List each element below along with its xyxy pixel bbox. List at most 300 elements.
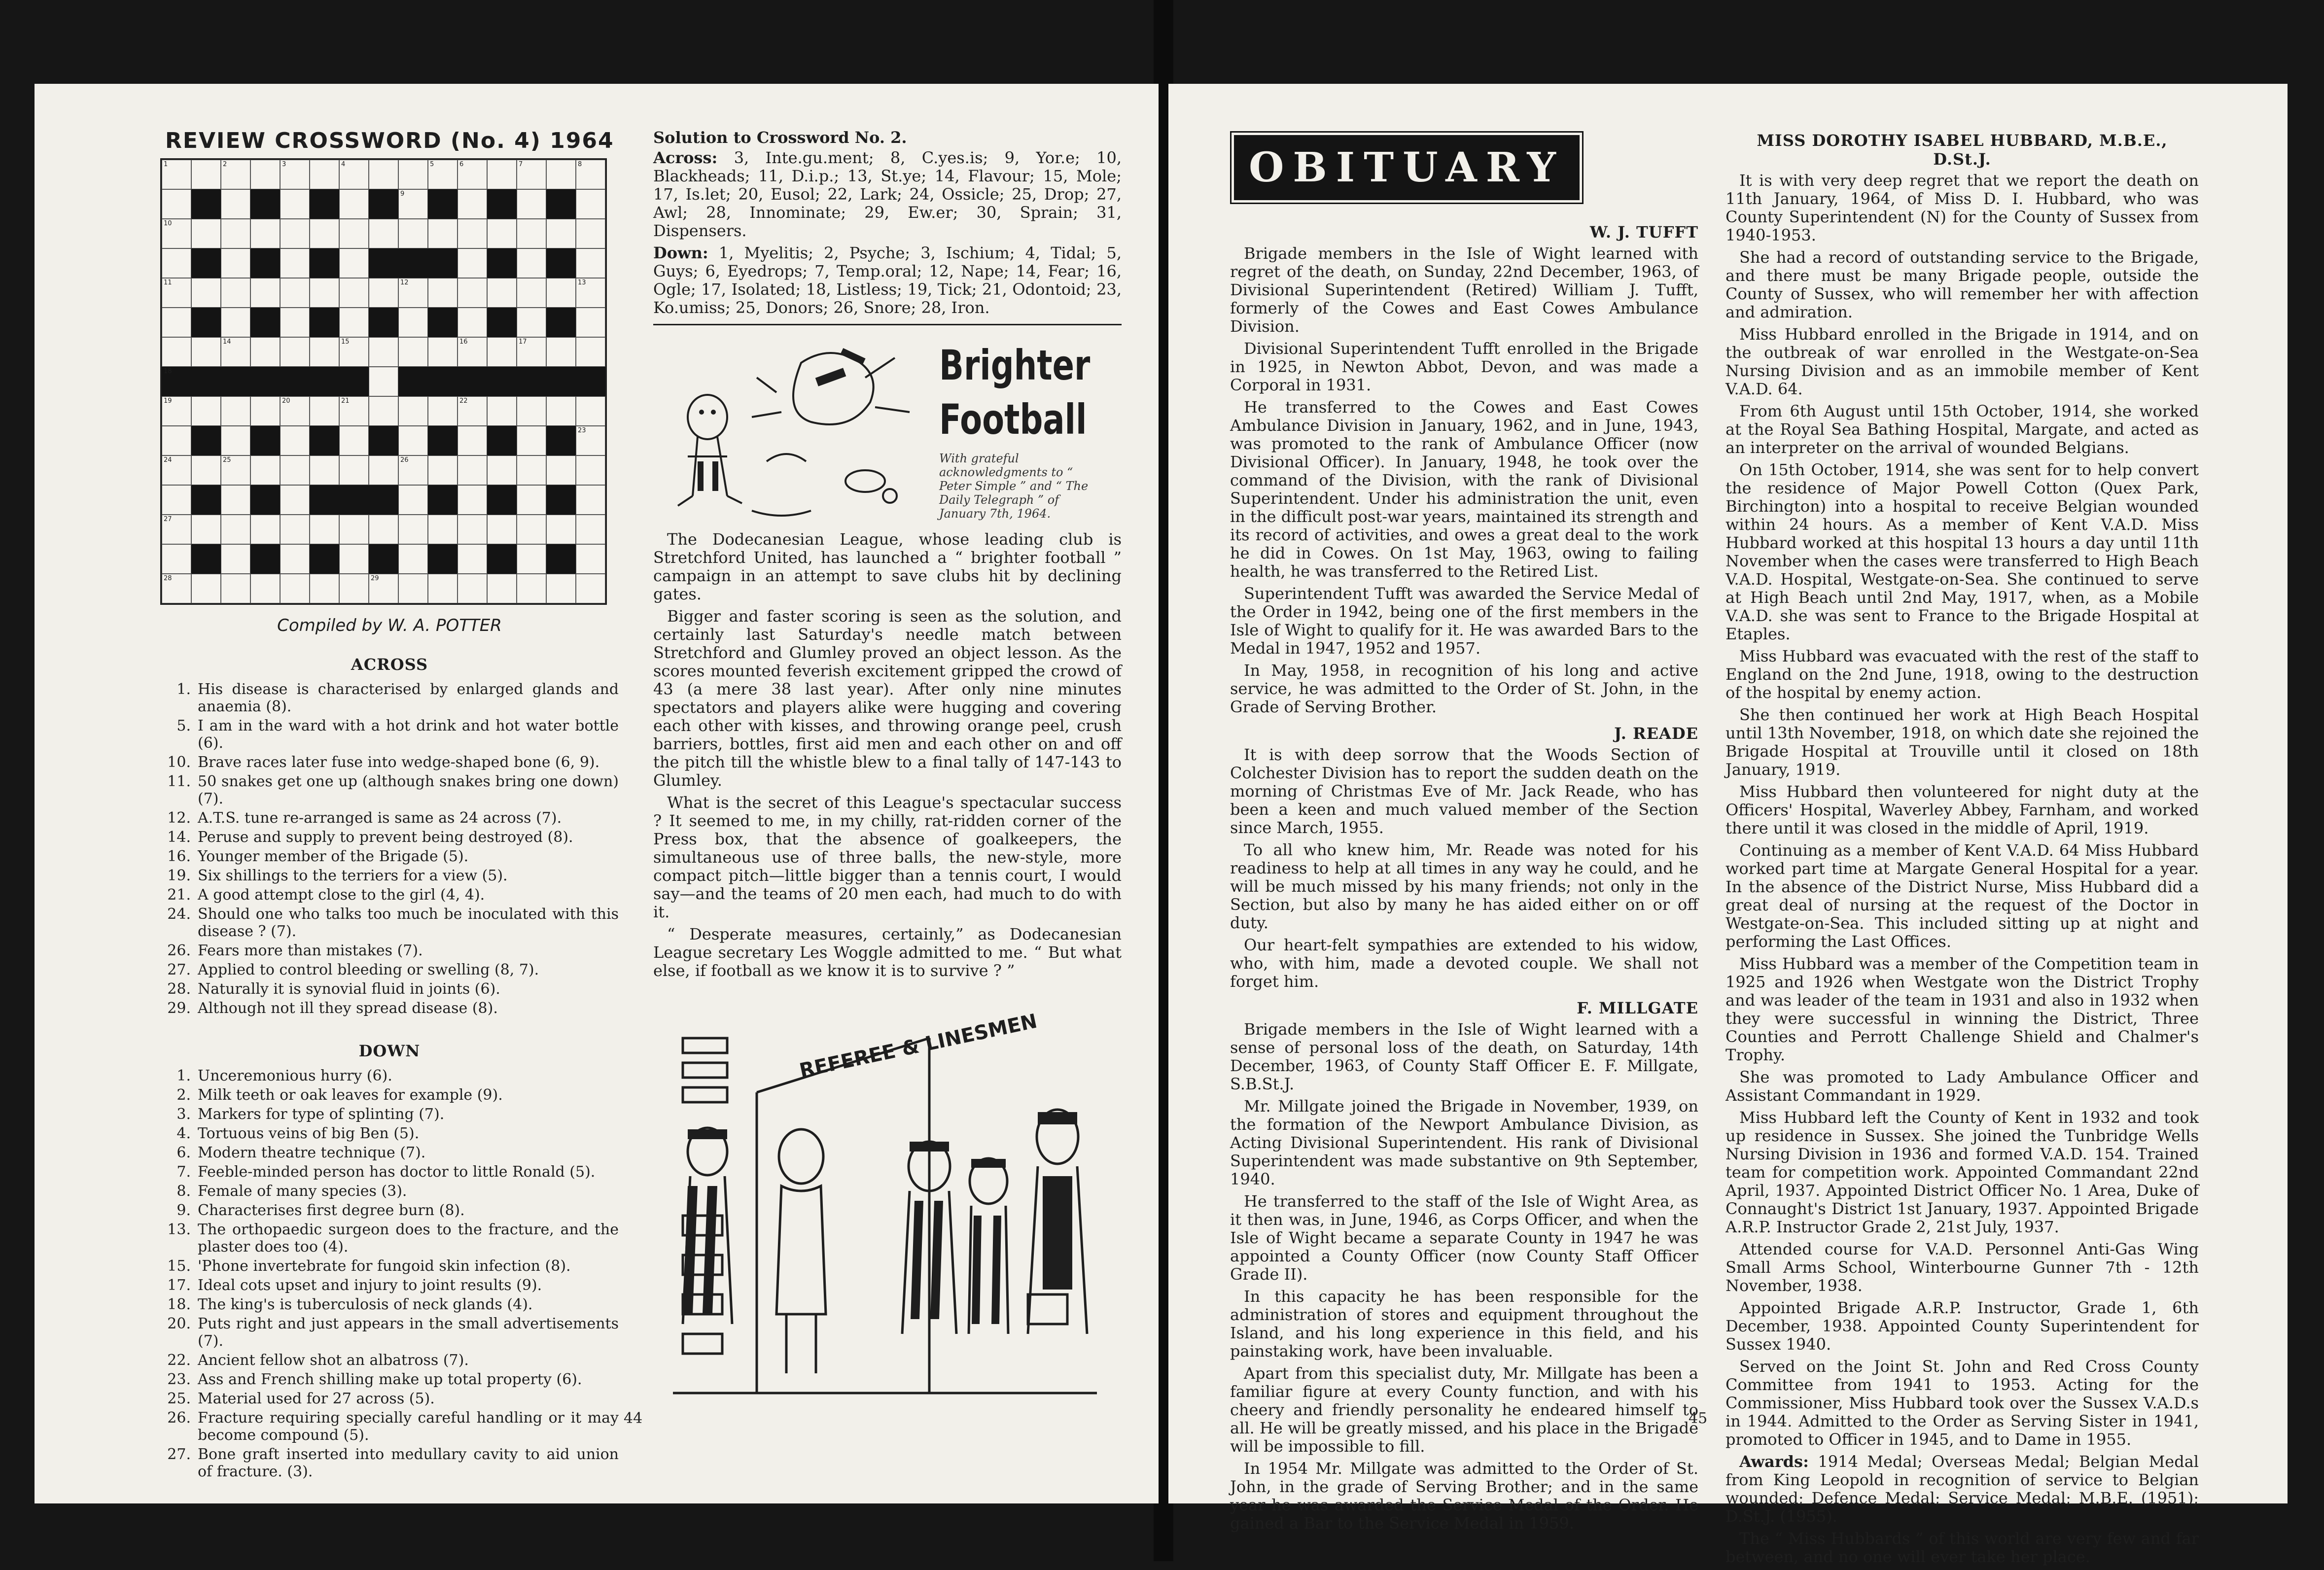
- crossword-cell: [191, 396, 221, 426]
- crossword-black-cell: [487, 308, 517, 337]
- crossword-cell: [398, 278, 428, 308]
- crossword-cell: [339, 515, 369, 544]
- awards-label: Awards:: [1739, 1452, 1809, 1471]
- crossword-cell: [162, 455, 191, 485]
- crossword-cell: [546, 455, 576, 485]
- down-clue: [160, 1067, 619, 1084]
- crossword-cell: [191, 455, 221, 485]
- crossword-black-cell: [280, 367, 310, 396]
- crossword-black-cell: [487, 485, 517, 515]
- clue-number: 20.: [167, 1315, 191, 1332]
- obituary-paragraph: Miss Hubbard was a member of the Competition team in 1925 and 1926 when Westgate won the District Trophy and was leader of the team in 1931 and also in 1932 when they were successful in winning the District, Three Counties and Perrott Challenge Shield and Chalmer's Trophy.: [1725, 954, 2199, 1064]
- clue-number: 27.: [167, 1446, 191, 1463]
- crossword-cell: [576, 515, 605, 544]
- crossword-cell: [576, 544, 605, 574]
- crossword-cell: [369, 455, 398, 485]
- left-page: [35, 84, 1159, 1503]
- crossword-cell: [428, 396, 458, 426]
- clue-text: 'Phone invertebrate for fungoid skin infection (8).: [198, 1257, 571, 1275]
- clue-number: 29.: [167, 1000, 191, 1017]
- clue-text: Brave races later fuse into wedge-shaped bone (6, 9).: [198, 754, 600, 771]
- down-clue: [160, 1315, 619, 1350]
- clue-number: 23.: [167, 1371, 191, 1388]
- down-clue: [160, 1390, 619, 1407]
- crossword-cell: [576, 308, 605, 337]
- crossword-cell-number: 8: [578, 161, 582, 168]
- football-cartoon-illustration: [653, 333, 929, 530]
- clue-text: Tortuous veins of big Ben (5).: [198, 1125, 420, 1142]
- across-clue: [160, 829, 619, 846]
- crossword-cell: [487, 337, 517, 367]
- crossword-cell: [576, 426, 605, 455]
- obituary-paragraph: It is with deep sorrow that the Woods Section of Colchester Division has to report the sudden death on the morning of Christmas Eve of Mr. Jack Reade, who has been a keen and much valued member of the Section since March, 1955.: [1230, 745, 1698, 837]
- solution-across-text: 3, Inte.gu.ment; 8, C.yes.is; 9, Yor.e; 10, Blackheads; 11, D.i.p.; 13, St.ye; 14, Flavour; 15, Mole; 17, Is.let; 20, Eusol; 22, Lark; 24, Ossicle; 25, Drop; 27, Awl; 28, Innominate; 29, Ew.er; 30, Sprain; 31, Dispensers.: [653, 148, 1122, 240]
- crossword-cell: [162, 248, 191, 278]
- crossword-cell: [487, 455, 517, 485]
- clue-text: Applied to control bleeding or swelling (8, 7).: [198, 961, 539, 978]
- clue-text: Markers for type of splinting (7).: [198, 1106, 445, 1123]
- obituary-paragraph: Our heart-felt sympathies are extended to his widow, who, with him, made a devoted couple. We shall not forget him.: [1230, 936, 1698, 991]
- crossword-cell: [221, 278, 250, 308]
- crossword-cell: [221, 308, 250, 337]
- crossword-black-cell: [339, 367, 369, 396]
- crossword-black-cell: [250, 544, 280, 574]
- crossword-cell-number: 25: [223, 456, 231, 464]
- clue-number: 5.: [176, 717, 191, 734]
- crossword-black-cell: [487, 426, 517, 455]
- crossword-cell: [398, 485, 428, 515]
- crossword-black-cell: [428, 189, 458, 219]
- brighter-football-article: [653, 530, 1122, 980]
- across-clue: [160, 754, 619, 771]
- obituary-paragraph: Miss Hubbard then volunteered for night duty at the Officers' Hospital, Waverley Abbey, Farnham, and worked there until it was closed in the middle of April, 1919.: [1725, 782, 2199, 837]
- crossword-black-cell: [191, 485, 221, 515]
- awards-text: 1914 Medal; Overseas Medal; Belgian Medal from King Leopold in recognition of service to Belgian wounded; Defence Medal; Service Medal; M.B.E. (1951); D.St.J. (1955).: [1725, 1452, 2199, 1526]
- down-clue: [160, 1257, 619, 1275]
- crossword-compiler: Compiled by W. A. POTTER: [277, 616, 502, 635]
- crossword-cell: [221, 574, 250, 603]
- solution-down: [653, 244, 1122, 317]
- across-clue: [160, 961, 619, 978]
- crossword-column: [160, 128, 619, 1482]
- crossword-cell-number: 16: [459, 338, 468, 346]
- obituary-paragraph: To all who knew him, Mr. Reade was noted for his readiness to help at all times in any way he could, and he will be much missed by his many friends; not only in the Section, but also by many he has aided either on or off duty.: [1230, 840, 1698, 932]
- crossword-cell: [546, 278, 576, 308]
- crossword-cell-number: 9: [400, 190, 405, 198]
- clue-text: Characterises first degree burn (8).: [198, 1202, 465, 1219]
- clue-number: 25.: [167, 1390, 191, 1407]
- crossword-cell: [191, 160, 221, 189]
- crossword-black-cell: [546, 189, 576, 219]
- crossword-black-cell: [191, 248, 221, 278]
- obituary-paragraph: Attended course for V.A.D. Personnel Anti-Gas Wing Small Arms School, Winterbourne Gunner 7th - 12th November, 1938.: [1725, 1240, 2199, 1295]
- crossword-cell: [546, 160, 576, 189]
- clue-number: 3.: [176, 1106, 191, 1123]
- crossword-cell: [369, 337, 398, 367]
- crossword-cell: [339, 426, 369, 455]
- crossword-black-cell: [191, 544, 221, 574]
- crossword-cell: [280, 248, 310, 278]
- crossword-cell: [221, 485, 250, 515]
- obituary-paragraph: From 6th August until 15th October, 1914, she worked at the Royal Sea Bathing Hospital, Margate, and acted as an interpreter on the arrival of wounded Belgians.: [1725, 402, 2199, 457]
- crossword-black-cell: [517, 367, 546, 396]
- crossword-black-cell: [487, 367, 517, 396]
- crossword-black-cell: [162, 367, 191, 396]
- crossword-cell: [221, 455, 250, 485]
- title-line-football: Football: [939, 395, 1087, 444]
- crossword-cell: [280, 308, 310, 337]
- crossword-black-cell: [191, 308, 221, 337]
- crossword-cell-number: 6: [459, 161, 464, 168]
- clue-number: 24.: [167, 906, 191, 923]
- clue-text: Milk teeth or oak leaves for example (9).: [198, 1086, 503, 1104]
- crossword-cell: [250, 396, 280, 426]
- clue-text: Fracture requiring specially careful handling or it may become compound (5).: [198, 1409, 619, 1444]
- solution-title: Solution to Crossword No. 2.: [653, 128, 907, 147]
- crossword-cell-number: 18: [164, 368, 172, 375]
- clue-number: 10.: [167, 754, 191, 771]
- crossword-cell: [398, 308, 428, 337]
- crossword-black-cell: [487, 248, 517, 278]
- crossword-cell: [369, 367, 398, 396]
- crossword-cell: [576, 574, 605, 603]
- crossword-cell: [280, 189, 310, 219]
- crossword-cell: [280, 544, 310, 574]
- article-paragraph: “ Desperate measures, certainly,” as Dodecanesian League secretary Les Woggle admitted to me. “ But what else, if football as we know it is to survive ? ”: [653, 925, 1122, 980]
- crossword-cell: [310, 219, 339, 248]
- down-clue: [160, 1106, 619, 1123]
- crossword-cell: [221, 248, 250, 278]
- crossword-cell: [576, 455, 605, 485]
- clue-number: 1.: [176, 681, 191, 698]
- crossword-cell: [162, 396, 191, 426]
- solution-across-label: Across:: [653, 148, 718, 167]
- crossword-black-cell: [428, 367, 458, 396]
- across-clue: [160, 717, 619, 752]
- crossword-black-cell: [310, 248, 339, 278]
- obituary-paragraph: He transferred to the staff of the Isle of Wight Area, as it then was, in June, 1946, as Corps Officer, and when the Isle of Wight became a separate County in 1947 he was appointed a County Officer (now County Staff Officer Grade II).: [1230, 1192, 1698, 1284]
- crossword-cell: [487, 574, 517, 603]
- crossword-cell-number: 7: [519, 161, 523, 168]
- crossword-cell-number: 12: [400, 279, 409, 286]
- crossword-cell: [162, 515, 191, 544]
- tufft-obituary: [1230, 244, 1698, 716]
- crossword-black-cell: [369, 544, 398, 574]
- obituary-paragraph: Miss Hubbard enrolled in the Brigade in 1914, and on the outbreak of war enrolled in the Westgate-on-Sea Nursing Division and as an immobile member of Kent V.A.D. 64.: [1725, 325, 2199, 398]
- crossword-black-cell: [428, 544, 458, 574]
- across-clue: [160, 773, 619, 807]
- crossword-grid: [160, 158, 607, 605]
- crossword-cell: [339, 308, 369, 337]
- crossword-cell: [369, 160, 398, 189]
- crossword-black-cell: [310, 426, 339, 455]
- crossword-cell: [250, 455, 280, 485]
- crossword-cell: [576, 337, 605, 367]
- crossword-cell: [458, 308, 487, 337]
- across-clue: [160, 867, 619, 884]
- down-clue: [160, 1183, 619, 1200]
- clue-text: Bone graft inserted into medullary cavity to aid union of fracture. (3).: [198, 1446, 619, 1480]
- crossword-cell: [162, 219, 191, 248]
- down-clue: [160, 1352, 619, 1369]
- crossword-cell: [458, 396, 487, 426]
- crossword-cell: [458, 485, 487, 515]
- obituary-column-left: [1230, 128, 1698, 1536]
- crossword-cell: [162, 485, 191, 515]
- article-paragraph: Bigger and faster scoring is seen as the solution, and certainly last Saturday's needle match between Stretchford and Glumley proved an object lesson. As the scores mounted feverish excitement gripped the crowd of 43 (a mere 38 last year). After only nine minutes spectators and players alike were hugging and covering each other with kisses, and throwing orange peel, crush barriers, bottles, first aid men and each other on and off the pitch till the whistle blew to a final tally of 147-143 to Glumley.: [653, 607, 1122, 790]
- crossword-black-cell: [487, 544, 517, 574]
- crossword-cell: [517, 278, 546, 308]
- crossword-cell: [546, 515, 576, 544]
- crossword-cell: [369, 396, 398, 426]
- down-clue: [160, 1371, 619, 1388]
- crossword-cell: [546, 219, 576, 248]
- crossword-cell: [280, 396, 310, 426]
- clue-text: Feeble-minded person has doctor to little Ronald (5).: [198, 1163, 596, 1181]
- crossword-cell: [398, 189, 428, 219]
- crossword-cell: [339, 544, 369, 574]
- crossword-cell: [369, 219, 398, 248]
- clue-number: 28.: [167, 980, 191, 998]
- crossword-cell: [458, 544, 487, 574]
- crossword-cell: [398, 160, 428, 189]
- clue-text: A good attempt close to the girl (4, 4).: [198, 886, 485, 904]
- crossword-cell: [339, 219, 369, 248]
- right-page: [1168, 84, 2288, 1566]
- crossword-cell: [546, 396, 576, 426]
- down-clue: [160, 1086, 619, 1104]
- down-clue: [160, 1296, 619, 1313]
- clue-number: 26.: [167, 1409, 191, 1427]
- article-paragraph: The Dodecanesian League, whose leading club is Stretchford United, has launched a “ brighter football ” campaign in an attempt to save clubs hit by declining gates.: [653, 530, 1122, 603]
- solution-down-label: Down:: [653, 244, 708, 262]
- crossword-cell: [398, 426, 428, 455]
- crossword-cell: [428, 337, 458, 367]
- crossword-cell: [310, 396, 339, 426]
- crossword-cell: [221, 544, 250, 574]
- crossword-black-cell: [546, 544, 576, 574]
- crossword-black-cell: [221, 367, 250, 396]
- across-clues: [160, 681, 619, 1017]
- crossword-cell: [398, 455, 428, 485]
- clue-text: Ass and French shilling make up total property (6).: [198, 1371, 582, 1388]
- clue-number: 18.: [167, 1296, 191, 1313]
- crossword-cell: [517, 396, 546, 426]
- crossword-cell: [221, 337, 250, 367]
- obituary-paragraph: In May, 1958, in recognition of his long and active service, he was admitted to the Order of St. John, in the Grade of Serving Brother.: [1230, 661, 1698, 716]
- crossword-black-cell: [369, 426, 398, 455]
- clue-text: Ideal cots upset and injury to joint results (9).: [198, 1277, 542, 1294]
- crossword-cell: [517, 515, 546, 544]
- crossword-cell: [487, 160, 517, 189]
- crossword-cell: [280, 455, 310, 485]
- solution-column: [653, 128, 1122, 1415]
- crossword-cell: [310, 278, 339, 308]
- crossword-cell: [428, 278, 458, 308]
- crossword-cell: [162, 160, 191, 189]
- crossword-black-cell: [428, 248, 458, 278]
- crossword-cell: [517, 337, 546, 367]
- crossword-cell: [369, 278, 398, 308]
- crossword-cell: [250, 574, 280, 603]
- clue-number: 14.: [167, 829, 191, 846]
- crossword-cell-number: 23: [578, 427, 586, 434]
- crossword-cell-number: 22: [459, 397, 468, 405]
- across-clue: [160, 942, 619, 959]
- crossword-cell: [162, 337, 191, 367]
- obituary-paragraph: It is with very deep regret that we report the death on 11th January, 1964, of Miss D. I. Hubbard, who was County Superintendent (N) for the County of Sussex from 1940-1953.: [1725, 171, 2199, 244]
- crossword-cell: [458, 219, 487, 248]
- crossword-cell: [517, 426, 546, 455]
- across-clue: [160, 809, 619, 827]
- crossword-cell: [458, 574, 487, 603]
- crossword-cell-number: 20: [282, 397, 290, 405]
- crossword-cell: [487, 278, 517, 308]
- crossword-cell: [458, 248, 487, 278]
- crossword-cell: [487, 396, 517, 426]
- crossword-cell: [250, 219, 280, 248]
- crossword-cell: [280, 574, 310, 603]
- clue-text: 50 snakes get one up (although snakes bring one down) (7).: [198, 773, 619, 807]
- crossword-cell: [310, 574, 339, 603]
- crossword-cell: [191, 219, 221, 248]
- obituary-paragraph: She had a record of outstanding service to the Brigade, and there must be many Brigade people, outside the County of Sussex, who will remember her with affection and admiration.: [1725, 248, 2199, 321]
- clue-number: 17.: [167, 1277, 191, 1294]
- crossword-cell: [458, 337, 487, 367]
- down-clues: [160, 1067, 619, 1480]
- down-clue: [160, 1409, 619, 1444]
- crossword-cell: [458, 278, 487, 308]
- down-clue: [160, 1277, 619, 1294]
- crossword-cell: [398, 515, 428, 544]
- crossword-black-cell: [458, 367, 487, 396]
- crossword-black-cell: [250, 367, 280, 396]
- crossword-cell: [487, 219, 517, 248]
- millgate-obituary: [1230, 1020, 1698, 1533]
- clue-text: Material used for 27 across (5).: [198, 1390, 435, 1407]
- crossword-cell: [221, 426, 250, 455]
- hubbard-heading: MISS DOROTHY ISABEL HUBBARD, M.B.E., D.St.J.: [1757, 131, 2168, 169]
- crossword-cell: [162, 278, 191, 308]
- crossword-cell-number: 27: [164, 516, 172, 523]
- crossword-cell-number: 13: [578, 279, 586, 286]
- clue-number: 26.: [167, 942, 191, 959]
- obituary-column-right: [1725, 123, 2199, 1570]
- clue-number: 22.: [167, 1352, 191, 1369]
- clue-number: 13.: [167, 1221, 191, 1238]
- crossword-cell-number: 17: [519, 338, 527, 346]
- crossword-cell: [339, 455, 369, 485]
- clue-number: 11.: [167, 773, 191, 790]
- crossword-cell: [546, 337, 576, 367]
- crossword-cell-number: 2: [223, 161, 227, 168]
- obituary-paragraph: Brigade members in the Isle of Wight learned with a sense of personal loss of the death, on Saturday, 14th December, 1963, of County Staff Officer E. F. Millgate, S.B.St.J.: [1230, 1020, 1698, 1093]
- crossword-cell-number: 14: [223, 338, 231, 346]
- clue-text: I am in the ward with a hot drink and hot water bottle (6).: [198, 717, 619, 752]
- crossword-cell: [517, 544, 546, 574]
- referee-cartoon-illustration: [653, 1010, 1122, 1413]
- article-credit: With grateful acknowledgments to “ Peter Simple ” and “ The Daily Telegraph ” of January 7th, 1964.: [939, 452, 1089, 521]
- clue-number: 4.: [176, 1125, 191, 1142]
- obituary-banner: OBITUARY: [1234, 135, 1580, 200]
- clue-text: The king's is tuberculosis of neck glands (4).: [198, 1296, 533, 1313]
- crossword-black-cell: [250, 189, 280, 219]
- crossword-cell: [398, 544, 428, 574]
- clue-text: A.T.S. tune re-arranged is same as 24 across (7).: [198, 809, 562, 827]
- clue-text: Fears more than mistakes (7).: [198, 942, 423, 959]
- across-clue: [160, 848, 619, 865]
- crossword-cell: [398, 337, 428, 367]
- crossword-cell-number: 19: [164, 397, 172, 405]
- clue-text: The orthopaedic surgeon does to the fracture, and the plaster does too (4).: [198, 1221, 619, 1256]
- crossword-cell: [428, 219, 458, 248]
- crossword-cell: [339, 248, 369, 278]
- crossword-black-cell: [428, 308, 458, 337]
- crossword-black-cell: [576, 367, 605, 396]
- crossword-cell: [162, 308, 191, 337]
- crossword-cell-number: 29: [371, 575, 379, 582]
- crossword-black-cell: [546, 426, 576, 455]
- clue-text: Six shillings to the terriers for a view (5).: [198, 867, 508, 884]
- crossword-cell: [339, 574, 369, 603]
- crossword-cell-number: 5: [430, 161, 434, 168]
- crossword-cell: [310, 160, 339, 189]
- crossword-cell: [428, 455, 458, 485]
- crossword-black-cell: [310, 189, 339, 219]
- crossword-black-cell: [428, 485, 458, 515]
- obituary-paragraph: Mr. Millgate joined the Brigade in November, 1939, on the formation of the Newport Ambulance Division, as Acting Divisional Superintendent. His rank of Divisional Superintendent was made substantive on 9th September, 1940.: [1230, 1097, 1698, 1188]
- crossword-cell: [576, 219, 605, 248]
- crossword-cell: [221, 396, 250, 426]
- crossword-cell-number: 28: [164, 575, 172, 582]
- title-line-brighter: Brighter: [939, 341, 1091, 389]
- crossword-black-cell: [250, 485, 280, 515]
- obituary-paragraph: Miss Hubbard was evacuated with the rest of the staff to England on the 2nd June, 1918, owing to the destruction of the hospital by enemy action.: [1725, 647, 2199, 702]
- crossword-cell: [310, 515, 339, 544]
- page-number-right: 45: [1689, 1410, 1708, 1427]
- clue-number: 2.: [176, 1086, 191, 1104]
- across-clue: [160, 681, 619, 715]
- hubbard-obituary: [1725, 172, 2199, 1449]
- crossword-cell: [280, 337, 310, 367]
- crossword-cell: [576, 485, 605, 515]
- crossword-cell: [369, 515, 398, 544]
- hubbard-closing: The “ Miss Hubbards ” of this world are very few and far between, and no one will ever take her place.: [1725, 1529, 2199, 1566]
- clue-number: 8.: [176, 1183, 191, 1200]
- crossword-black-cell: [310, 485, 339, 515]
- crossword-cell: [546, 574, 576, 603]
- clue-text: Ancient fellow shot an albatross (7).: [198, 1352, 469, 1369]
- across-clue: [160, 980, 619, 998]
- obituary-paragraph: He transferred to the Cowes and East Cowes Ambulance Division in January, 1962, and in June, 1943, was promoted to the rank of Ambulance Officer (now Divisional Officer). In January, 1948, he took over the command of the Division, with the rank of Divisional Superintendent. Under his administration the unit, even in the difficult post-war years, maintained its strength and its record of activities, and owes a great deal to the work he did in Cowes. On 1st May, 1963, owing to failing health, he was transferred to the Retired List.: [1230, 398, 1698, 581]
- crossword-cell: [191, 337, 221, 367]
- crossword-cell: [221, 219, 250, 248]
- clue-text: Peruse and supply to prevent being destroyed (8).: [198, 829, 573, 846]
- crossword-cell: [221, 515, 250, 544]
- tufft-heading: W. J. TUFFT: [1589, 223, 1698, 242]
- clue-text: Puts right and just appears in the small advertisements (7).: [198, 1315, 619, 1350]
- crossword-black-cell: [369, 189, 398, 219]
- clue-text: Unceremonious hurry (6).: [198, 1067, 392, 1084]
- across-clue: [160, 1000, 619, 1017]
- crossword-black-cell: [428, 426, 458, 455]
- article-paragraph: What is the secret of this League's spectacular success ? It seemed to me, in my chilly, rat-ridden corner of the Press box, that the absence of goalkeepers, the simultaneous use of three balls, the new-style, more compact pitch—little bigger than a tennis court, I would say—and the teams of 20 men each, had much to do with it.: [653, 793, 1122, 921]
- crossword-cell-number: 10: [164, 220, 172, 227]
- down-clue: [160, 1202, 619, 1219]
- crossword-cell: [162, 426, 191, 455]
- crossword-cell: [250, 160, 280, 189]
- crossword-black-cell: [191, 426, 221, 455]
